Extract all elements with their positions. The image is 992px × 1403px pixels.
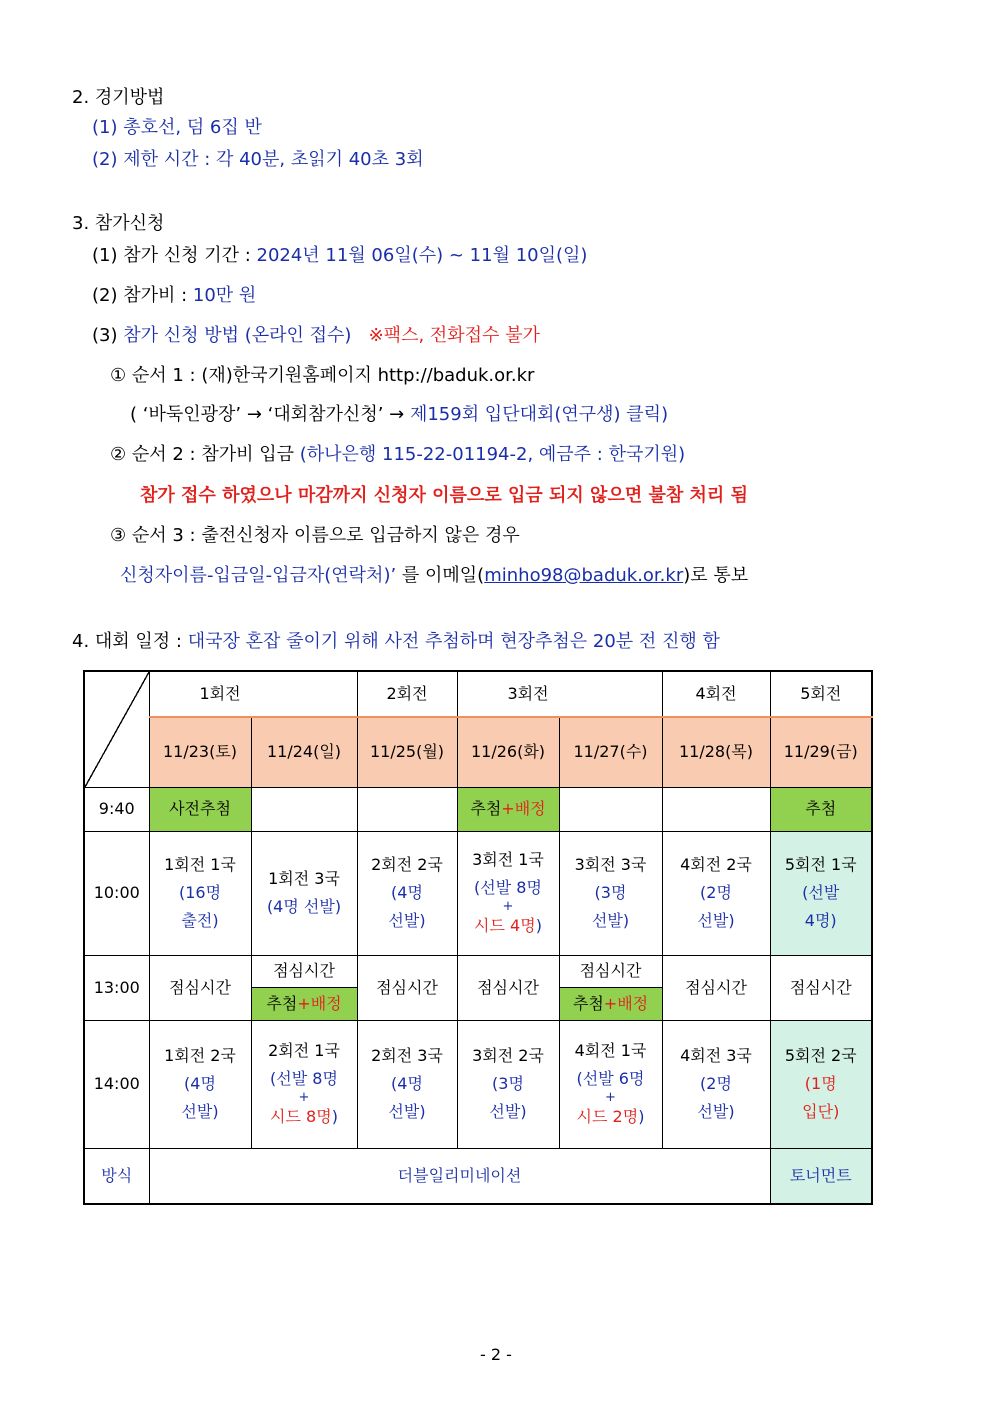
game-sub: 선발) (697, 1102, 735, 1121)
section-2-heading: 2. 경기방법 (72, 87, 165, 108)
email-link[interactable]: minho98@baduk.or.kr (484, 565, 684, 586)
step-3: ③ 순서 3 : 출전신청자 이름으로 입금하지 않은 경우 (110, 525, 520, 546)
round-header-5: 5회전 (770, 671, 872, 717)
game-title: 1회전 2국 (164, 1046, 236, 1065)
draw-assign (252, 987, 357, 1020)
game-title: 2회전 3국 (371, 1046, 443, 1065)
step-1-path-a: ( ‘바둑인광장’ → ‘대회참가신청’ → (130, 404, 410, 425)
draw-text: 추첨 (470, 799, 502, 818)
round-header-3: 3회전 (457, 671, 662, 717)
step-3-detail-c: )로 통보 (683, 565, 749, 586)
draw-text: 추첨 (572, 993, 604, 1013)
draw-cell: 추첨 (770, 787, 872, 831)
step-2-label: ② 순서 2 : 참가비 입금 (110, 444, 300, 465)
game-sub: (16명 (178, 883, 222, 902)
game-sub: 입단) (802, 1102, 840, 1121)
method-label: 방식 (84, 1148, 149, 1204)
empty-cell (357, 787, 457, 831)
game-cell (251, 831, 357, 955)
game-title: 3회전 3국 (574, 855, 647, 874)
apply-period-value: 2024년 11월 06일(수) ~ 11월 10일(일) (256, 245, 588, 266)
assign-text: +배정 (297, 993, 342, 1013)
empty-cell (559, 787, 662, 831)
round-header-2: 2회전 (357, 671, 457, 717)
pre-draw-cell: 사전추첨 (149, 787, 251, 831)
game-sub: (2명 (700, 883, 732, 902)
section-3-heading: 3. 참가신청 (72, 213, 165, 234)
game-cell (559, 1020, 662, 1148)
step-3-detail-b: 를 이메일( (396, 565, 485, 586)
step-2-account: (하나은행 115-22-01194-2, 예금주 : 한국기원) (299, 444, 686, 465)
draw-assign (560, 987, 662, 1020)
close-paren: ) (535, 916, 542, 935)
game-sub: (1명 (804, 1074, 837, 1093)
step-2 (110, 443, 685, 467)
empty-cell (251, 787, 357, 831)
game-cell (457, 1020, 559, 1148)
lunch-draw-cell (559, 955, 662, 1020)
step-1: ① 순서 1 : (재)한국기원홈페이지 http://baduk.or.kr (110, 365, 535, 386)
game-sub: 선발) (181, 1102, 219, 1121)
empty-cell (662, 787, 770, 831)
plus-sign: + (298, 1090, 310, 1105)
game-title: 4회전 3국 (680, 1046, 752, 1065)
apply-method-note: ※팩스, 전화접수 불가 (368, 325, 540, 346)
game-sub: 선발) (388, 1102, 426, 1121)
step-3-detail-a: 신청자이름-입금일-입금자(연락처)’ (120, 565, 397, 586)
lunch-cell: 점심시간 (149, 955, 251, 1020)
game-title: 1회전 3국 (268, 869, 340, 888)
step-1-path-b: 제159회 입단대회(연구생) 클릭) (409, 404, 669, 425)
game-sub: (4명 선발) (266, 897, 342, 916)
lunch-cell: 점심시간 (357, 955, 457, 1020)
game-title: 2회전 1국 (268, 1041, 340, 1060)
step-2-warning: 참가 접수 하였으나 마감까지 신청자 이름으로 입금 되지 않으면 불참 처리 됨 (140, 485, 748, 506)
game-cell (357, 831, 457, 955)
game-cell (149, 831, 251, 955)
time-label: 10:00 (84, 831, 149, 955)
game-cell (559, 831, 662, 955)
game-title: 3회전 2국 (472, 1046, 544, 1065)
date-cell: 11/28(목) (662, 717, 770, 787)
round-header-1: 1회전 (149, 671, 357, 717)
game-title: 2회전 2국 (371, 855, 443, 874)
game-cell (770, 831, 872, 955)
game-sub: (4명 (391, 1074, 423, 1093)
game-sub: 출전) (181, 911, 219, 930)
draw-assign-cell (457, 787, 559, 831)
corner-cell (84, 671, 149, 787)
date-cell: 11/23(토) (149, 717, 251, 787)
plus-sign: + (502, 899, 514, 914)
section-4-note: 대국장 혼잡 줄이기 위해 사전 추첨하며 현장추첨은 20분 전 진행 함 (187, 631, 720, 652)
lunch-cell: 점심시간 (662, 955, 770, 1020)
game-cell (770, 1020, 872, 1148)
apply-fee-value: 10만 원 (192, 285, 257, 306)
game-title: 3회전 1국 (472, 850, 544, 869)
step-1-path (130, 403, 668, 427)
apply-fee (92, 284, 256, 308)
lunch-draw-cell (251, 955, 357, 1020)
apply-period (92, 244, 587, 268)
lunch-text: 점심시간 (273, 961, 335, 981)
date-cell: 11/27(수) (559, 717, 662, 787)
tournament: 토너먼트 (770, 1148, 872, 1204)
game-sub: (선발 8명 (474, 878, 542, 897)
game-cell (457, 831, 559, 955)
game-cell (662, 831, 770, 955)
page-number: - 2 - (480, 1345, 512, 1364)
step-3-detail (120, 564, 748, 588)
game-title: 5회전 1국 (784, 855, 857, 874)
game-title: 5회전 2국 (784, 1046, 857, 1065)
section-4-heading (72, 630, 720, 654)
game-sub: (3명 (594, 883, 627, 902)
game-sub: (2명 (700, 1074, 732, 1093)
lunch-cell: 점심시간 (770, 955, 872, 1020)
apply-period-label: (1) 참가 신청 기간 : (92, 245, 257, 266)
draw-text: 추첨 (266, 993, 298, 1013)
date-cell: 11/24(일) (251, 717, 357, 787)
game-cell (149, 1020, 251, 1148)
time-label: 13:00 (84, 955, 149, 1020)
rule-time-limit: (2) 제한 시간 : 각 40분, 초읽기 40초 3회 (92, 149, 424, 170)
date-cell: 11/29(금) (770, 717, 872, 787)
seed-text: 시드 4명 (474, 916, 536, 935)
close-paren: ) (638, 1107, 645, 1126)
time-label: 14:00 (84, 1020, 149, 1148)
time-label: 9:40 (84, 787, 149, 831)
game-cell (662, 1020, 770, 1148)
assign-text: +배정 (603, 993, 649, 1013)
apply-method (92, 324, 540, 348)
rule-komi: (1) 총호선, 덤 6집 반 (92, 117, 262, 138)
game-title: 4회전 2국 (680, 855, 752, 874)
game-sub: 선발) (591, 911, 630, 930)
apply-fee-label: (2) 참가비 : (92, 285, 193, 306)
game-title: 4회전 1국 (574, 1041, 647, 1060)
round-header-4: 4회전 (662, 671, 770, 717)
apply-method-value: 참가 신청 방법 (온라인 접수) (123, 325, 352, 346)
schedule-table (83, 670, 873, 1205)
double-elimination: 더블일리미네이션 (149, 1148, 770, 1204)
lunch-text: 점심시간 (579, 961, 642, 981)
game-sub: (선발 (802, 883, 840, 902)
game-sub: (선발 6명 (576, 1069, 645, 1088)
game-cell (251, 1020, 357, 1148)
section-4-title: 4. 대회 일정 : (72, 631, 188, 652)
game-sub: 4명) (804, 911, 837, 930)
assign-text: +배정 (501, 799, 546, 818)
apply-method-label: (3) (92, 325, 124, 346)
game-sub: 선발) (388, 911, 426, 930)
game-sub: (선발 8명 (270, 1069, 338, 1088)
date-cell: 11/25(월) (357, 717, 457, 787)
game-sub: 선발) (697, 911, 735, 930)
close-paren: ) (331, 1107, 338, 1126)
date-cell: 11/26(화) (457, 717, 559, 787)
game-sub: (4명 (391, 883, 423, 902)
seed-text: 시드 8명 (270, 1107, 332, 1126)
seed-text: 시드 2명 (576, 1107, 639, 1126)
game-title: 1회전 1국 (164, 855, 236, 874)
lunch-cell: 점심시간 (457, 955, 559, 1020)
game-sub: 선발) (489, 1102, 527, 1121)
plus-sign: + (605, 1090, 616, 1105)
game-sub: (4명 (184, 1074, 216, 1093)
game-sub: (3명 (492, 1074, 524, 1093)
game-cell (357, 1020, 457, 1148)
